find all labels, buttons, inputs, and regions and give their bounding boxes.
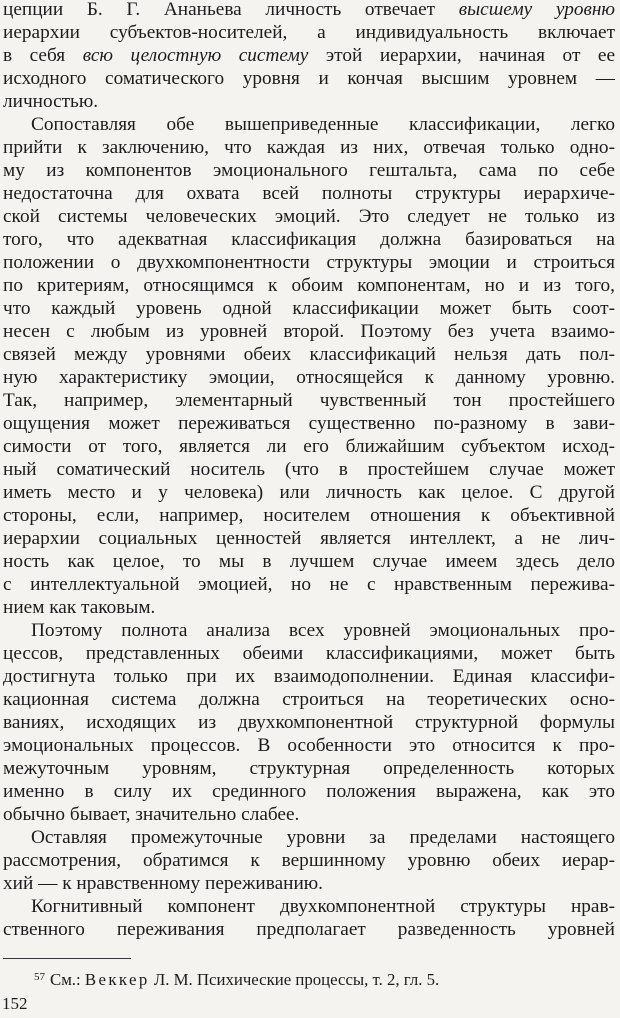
text-line: цессов, представленных обеими классификациями, может быть [3, 643, 615, 664]
text-line: несен с любым из уровней второй. Поэтому без учета взаимо- [3, 321, 615, 342]
text-line: связей между уровнями обеих классификаций нельзя дать пол- [3, 344, 615, 365]
text-line: ваниях, исходящих из двухкомпонентной структурной формулы [3, 712, 615, 733]
text-line: ощущения может переживаться существенно по-разному в зави- [3, 413, 615, 434]
text-line: Сопоставляя обе вышеприведенные классификации, легко [31, 114, 615, 135]
text-line: с интеллектуальной эмоцией, но не с нравственным пережива- [3, 574, 615, 595]
text-line: положении о двухкомпонентности структуры эмоции и строиться [3, 252, 615, 273]
text-line: му из компонентов эмоционального гештальта, сама по себе [3, 160, 615, 181]
text-run: цепции Б. Г. Ананьева личность отвечает [3, 0, 459, 20]
footnote-rule [3, 958, 131, 959]
text-line: иерархии субъектов-носителей, а индивидуальность включает [3, 22, 615, 43]
footnote-number: 57 [34, 971, 45, 983]
text-line: личностью. [3, 91, 99, 112]
text-line: стороны, если, например, носителем отношения к объективной [3, 505, 615, 526]
text-line [3, 0, 615, 22]
text-line: исходного соматического уровня и кончая высшим уровнем — [3, 68, 615, 89]
footnote-author: Веккер [84, 970, 150, 989]
text-line: рассмотрения, обратимся к вершинному уровню обеих иерар- [3, 850, 615, 871]
text-line: обычно бывает, значительно слабее. [3, 804, 300, 825]
footnote-text: Л. М. Психические процессы, т. 2, гл. 5. [149, 970, 440, 989]
page-number: 152 [2, 994, 28, 1013]
text-run: этой иерархии, начиная от ее [308, 45, 615, 66]
text-line: Оставляя промежуточные уровни за пределами настоящего [31, 827, 615, 848]
text-line: что каждый уровень одной классификации может быть соот- [3, 298, 615, 319]
text-line: того, что адекватная классификация должна базироваться на [3, 229, 615, 250]
text-line: ность как целое, то мы в лучшем случае имеем здесь дело [3, 551, 615, 572]
text-line: ственного переживания предполагает разведенность уровней [3, 919, 615, 940]
text-line: ную характеристику эмоции, относящейся к данному уровню. [3, 367, 615, 388]
text-line: именно в силу их срединного положения выражена, как это [3, 781, 615, 802]
text-line: эмоциональных процессов. В особенности это относится к про- [3, 735, 615, 756]
text-line: иметь место и у человека) или личность как целое. С другой [3, 482, 615, 503]
text-line: Поэтому полнота анализа всех уровней эмоциональных про- [31, 620, 615, 641]
emphasis-text: всю целостную систему [82, 45, 309, 66]
text-line: кационная система должна строиться на теоретических осно- [3, 689, 615, 710]
text-line [3, 43, 615, 68]
text-line: хий — к нравственному переживанию. [3, 873, 323, 894]
text-line: недостаточна для охвата всей полноты структуры иерархиче- [3, 183, 615, 204]
text-line: нием как таковым. [3, 597, 156, 618]
text-line: ный соматический носитель (что в простейшем случае может [3, 459, 615, 480]
emphasis-text: высшему уровню [458, 0, 615, 20]
text-line: ской системы человеческих эмоций. Это следует не только из [3, 206, 615, 227]
text-line: прийти к заключению, что каждая из них, отвечая только одно- [3, 137, 615, 158]
text-run: в себя [3, 45, 83, 66]
text-line: межуточным уровням, структурная определенность которых [3, 758, 615, 779]
text-line: Когнитивный компонент двухкомпонентной структуры нрав- [31, 896, 615, 917]
text-line: по критериям, относящимся к обоим компонентам, но и из того, [3, 275, 615, 296]
text-line: достигнута только при их взаимодополнении. Единая классифи- [3, 666, 615, 687]
text-line: Так, например, элементарный чувственный тон простейшего [3, 390, 615, 411]
footnote-prefix: См.: [50, 970, 85, 989]
text-line: симости от того, является ли его ближайшим субъектом исход- [3, 436, 615, 457]
footnote [34, 966, 439, 988]
text-line: иерархии социальных ценностей является интеллект, а не лич- [3, 528, 615, 549]
